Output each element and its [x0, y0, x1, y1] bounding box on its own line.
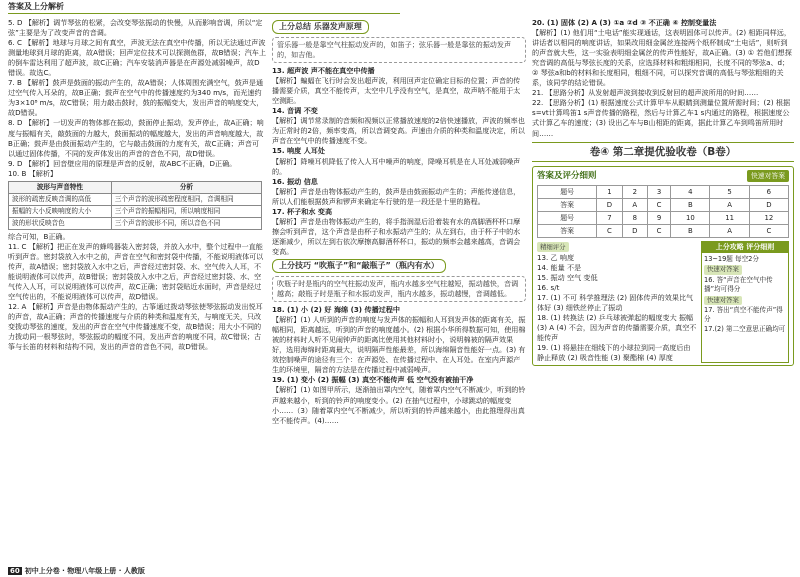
question-17: 17. 杯子和水 变高 — [272, 206, 333, 216]
grid-cell: 题号 — [538, 185, 597, 198]
grid-cell: 答案 — [538, 224, 597, 237]
grid-cell: C — [647, 224, 670, 237]
table-header: 分析 — [111, 181, 261, 193]
grid-cell: 3 — [647, 185, 670, 198]
grid-cell: D — [622, 224, 647, 237]
grid-cell: 10 — [671, 211, 710, 224]
analysis-16: 【解析】声音是由物体振动产生的，鼓声是由鼓面振动产生的；声能传递信息，所以人们能根据鼓声和锣声来确定车行驶的是一段还是十里的路程。 — [272, 186, 521, 206]
grid-cell: A — [622, 198, 647, 211]
grid-cell: 11 — [710, 211, 749, 224]
grid-cell: A — [710, 224, 749, 237]
paper-banner — [532, 142, 794, 162]
scoring-15: 15. 振动 空气 变低 — [537, 272, 598, 282]
analysis-20: 【解析】(1) 他们用“土电话”能实现通话，这表明固体可以传声。(2) 相距同样远，讲话者以相同的响度讲话，如果改用细金属丝连接两个纸杯制成“土电话”，则听到的声音就大些，这一实验表明细金属丝的传声性能好，故A正确。(3) ① 若他们想探究音调的高低与琴弦长度的关系，应选择材料和粗细相同，长度不同的琴弦a、d；② 琴弦a和b的材料和长度相同，粗细不同，可以探究音调的高低与琴弦粗细的关系，该同学的结论错误。 — [532, 28, 792, 88]
table-cell: 波形的疏密反映音调的高低 — [9, 193, 112, 205]
column-middle — [272, 18, 526, 426]
grid-cell: 4 — [671, 185, 710, 198]
rule-1: 13~19题 每空2分 — [704, 255, 759, 264]
grid-cell: 8 — [622, 211, 647, 224]
rule-2: 16. 答“声音在空气中传播”均可得分 — [704, 275, 773, 294]
tip-box: 吹瓶子时是瓶内的空气柱振动发声，瓶内水越多空气柱越短，振动越快，音调越高；敲瓶子时是瓶子和水振动发声，瓶内水越多，振动越慢，音调越低。 — [272, 276, 526, 302]
analysis-17: 【解析】声音是由物体振动产生的，将手指润湿后沿着装有水的高脚酒杯杯口摩擦会听到声音，这个声音是由杯子和水振动产生的；从左到右，由于杯子中的水逐渐减少，所以左到右依次摩擦高脚酒杯杯口，振动的频率会越来越高，音调会变高。 — [272, 216, 521, 256]
table-cell: 三个声音的波形不同，所以音色不同 — [111, 217, 261, 229]
section-label: 上分总结 乐器发声原理 — [272, 20, 369, 34]
question-21: 21. 【思路分析】从发射超声波到接收到反射回的超声波所用的时间…… — [532, 88, 759, 98]
table-row — [9, 193, 262, 205]
question-20: 20. (1) 固体 (2) A (3) ①a ②d ③ 不正确 ④ 控制变量法 — [532, 18, 717, 27]
table-row — [9, 217, 262, 229]
rule-pill: 快速对答案 — [704, 296, 742, 305]
grid-cell: 5 — [710, 185, 749, 198]
rules-title — [702, 242, 788, 253]
rules-title-text: 上分攻略 — [715, 242, 744, 251]
question-14: 14. 音调 不变 — [272, 106, 318, 116]
analysis-19: 【解析】(1) 如图甲所示，逐渐抽出罩内空气，随着罩内空气不断减少，听到的铃声越来越小，听到的铃声的响度变小。(2) 在抽气过程中，小球跳动的幅度变小……（3）随着罩内空气不断减少，所以听到的铃声越来越小，由此推理得出真空不能传声。(4)…… — [272, 385, 526, 425]
analysis-18: 【解析】(1) 人听到的声音的响度与发声体的振幅和人耳到发声体的距离有关，振幅相同，距离越远，听到的声音的响度越小。(2) 根据小华所得数据可知，使用棉被的材料时人听不见闹钟声的距离比使用其他材料时小，说明棉被的隔声效果好，选用海绵时距离最大，说明隔声性能最差，所以海绵隔音性能好一点。(3) 有效控制噪声的途径有三个：在声源处、在传播过程中、在人耳处。在室内声源产生的环境里，隔音的方法是在传播过程中减弱噪声。 — [272, 315, 526, 375]
rule-pill: 快速对答案 — [704, 265, 742, 274]
scoring-18: 18. (1) 转换法 (2) 乒乓球被弹起的幅度变大 振幅 (3) A (4) 不会，因为声音的传播需要介质，真空不能传声 — [537, 312, 697, 343]
table-row — [538, 198, 789, 211]
answer-9: 9. D 【解析】回音壁应用的原理是声音的反射，故ABC不正确，D正确。 — [8, 158, 237, 168]
scoring-answers — [537, 241, 697, 364]
grid-cell: D — [597, 198, 622, 211]
grid-cell: 6 — [749, 185, 788, 198]
scoring-13: 13. 乙 响度 — [537, 252, 575, 262]
grid-cell: C — [647, 198, 670, 211]
scoring-rules — [701, 241, 789, 364]
scoring-tag: 精细评分 — [537, 242, 569, 252]
table-row — [538, 224, 789, 237]
rule-3: 17. 答出“真空不能传声”得分 — [704, 306, 783, 324]
scoring-19: 19. (1) 将悬挂在细线下的小球拉到同一高度后由静止释放 (2) 吸音性能 (3) 聚酯棉 (4) 厚度 — [537, 343, 691, 363]
question-16: 16. 振动 信息 — [272, 176, 318, 186]
question-19: 19. (1) 变小 (2) 振幅 (3) 真空不能传声 低 空气没有被抽干净 — [272, 375, 474, 385]
grid-cell: 1 — [597, 185, 622, 198]
analysis-table — [8, 181, 262, 230]
scoring-17: 17. (1) 不可 科学推理法 (2) 固体传声的效果比气体好 (3) 细铁丝停止了振动 — [537, 292, 694, 312]
table-cell: 波的形状反映音色 — [9, 217, 112, 229]
summary-box: 管乐器一般是靠空气柱振动发声的，如笛子；弦乐器一般是靠弦的振动发声的，如吉他。 — [272, 37, 526, 63]
section-label: 上分技巧 “吹瓶子”和“敲瓶子”（瓶内有水） — [272, 259, 446, 273]
answer-key-box — [532, 166, 794, 367]
quick-check-badge: 快速对答案 — [747, 170, 789, 182]
table-row — [9, 205, 262, 217]
analysis-13: 【解析】蝙蝠在飞行时会发出超声波，利用回声定位确定目标的位置；声音的传播需要介质，真空不能传声，太空中几乎没有空气，是真空，故声呐不能用于太空测距。 — [272, 76, 521, 106]
rules-subtitle: 评分细则 — [746, 242, 775, 251]
scoring-14: 14. 能量 不是 — [537, 262, 582, 272]
grid-cell: 2 — [622, 185, 647, 198]
question-15: 15. 响度 人耳处 — [272, 146, 325, 156]
scoring-section — [537, 241, 789, 364]
grid-cell: 题号 — [538, 211, 597, 224]
answer-key-header — [537, 170, 789, 182]
footer-text: 初中上分卷 · 物理八年级上册 · 人教版 — [24, 567, 145, 575]
column-right — [532, 18, 794, 366]
answer-10-conclusion: 综合可知，B正确。 — [8, 231, 70, 241]
grid-cell: A — [710, 198, 749, 211]
grid-cell: D — [749, 198, 788, 211]
table-row — [538, 185, 789, 198]
answer-12: 12. A 【解析】声音是由物体振动产生的，古筝通过拨动琴弦使琴弦振动发出悦耳的声音，故A正确；声音的传播速度与介质的种类和温度有关，与响度无关，只改变拨动琴弦的速度，发出的声音在空气中传播速度不变，故B错误；用大小不同的力拨动同一根琴弦时，琴弦振动的幅度不同，发出声音的响度不同，故C错误；古筝与长笛的材料和结构不同，发出的声音的音色不同，故D错误。 — [8, 302, 263, 352]
answer-10: 10. B 【解析】 — [8, 168, 58, 178]
page-header: 答案及上分解析 — [8, 2, 64, 11]
question-18: 18. (1) 小 (2) 好 海绵 (3) 传播过程中 — [272, 305, 400, 315]
answer-key-title: 答案及评分细则 — [537, 170, 597, 181]
table-header: 波形与声音特性 — [9, 181, 112, 193]
header-rule — [8, 13, 400, 14]
scoring-16: 16. s/t — [537, 282, 560, 292]
grid-cell: C — [597, 224, 622, 237]
table-cell: 振幅的大小反映响度的大小 — [9, 205, 112, 217]
table-cell: 三个声音的波形疏密程度相同，音调相同 — [111, 193, 261, 205]
answer-8: 8. D 【解析】一切发声的物体都在振动，鼓面停止振动，发声停止，故A正确；响度与振幅有关，敲鼓面的力越大，鼓面振动的幅度越大，发出的声音响度越大，故B正确；鼓声是由鼓面振动产生的，它与敲击鼓面的力度有关，故C正确；声音可以通过固体传播，不同的发声体发出的声音的音色不同，故D错误。 — [8, 118, 264, 158]
grid-cell: 9 — [647, 211, 670, 224]
section-summary-title — [272, 20, 526, 35]
analysis-14: 【解析】调节常录制的音频和视频以正常播放速度的2倍快速播放，声波的频率也为正常时的2倍，频率变高，所以音调变高。声速由介质的种类和温度决定，所以声音在空气中的传播速度不变。 — [272, 116, 525, 146]
page-number: 60 — [10, 567, 20, 575]
answer-grid — [537, 185, 789, 238]
grid-cell: 12 — [749, 211, 788, 224]
answer-7: 7. B 【解析】鼓声是鼓面的振动产生的，故A错误；人体周围充满空气，鼓声是通过空气传入耳朵的，故B正确；鼓声在空气中的传播速度约为340 m/s，而光速约为3×10⁸ m/s，故C错误；用力敲击鼓时，鼓的振幅变大，发出声音的响度变大，故D错误。 — [8, 78, 264, 118]
banner-title: 卷④ 第二章提优验收卷（B卷） — [589, 145, 737, 158]
grid-cell: B — [671, 198, 710, 211]
question-13: 13. 超声波 声不能在真空中传播 — [272, 66, 375, 76]
section-tip-title — [272, 259, 526, 274]
answer-6: 6. C 【解析】地球与月球之间有真空，声波无法在真空中传播，所以无法通过声波测量地球到月球的距离，故A错误；回声定位技术可以探测鱼群，故B错误；汽车上的倒车雷达利用了超声波，故C正确；汽车安装消声器是在声源处减弱噪声，故D错误。故选C。 — [8, 38, 266, 78]
answer-11: 11. C 【解析】把正在发声的蜂鸣器装入密封袋，并放入水中，整个过程中一直能听到声音。密封袋放入水中之前，声音在空气和密封袋中传播，不能说明液体可以传声，故A错误；密封袋放入水中之后，声音经过密封袋、水、空气传入人耳，不能说明液体可以传声，故B错误；密封袋放入水中之后，声音经过密封袋、水、空气传入人耳，可以说明液体可以传声，故C正确；密封袋贴近水面时，声音是经过空气传出的，不能说明液体可以传声，故D错误。 — [8, 241, 264, 302]
table-row — [538, 211, 789, 224]
grid-cell: 答案 — [538, 198, 597, 211]
rule-4: 17.(2) 第二空意思正确均可 — [704, 324, 786, 333]
answer-5: 5. D 【解析】调节琴弦的松紧，会改变琴弦振动的快慢，从而影响音调，所以“定弦”主要是为了改变声音的音调。 — [8, 18, 263, 38]
grid-cell: 7 — [597, 211, 622, 224]
analysis-15: 【解析】降噪耳机降低了传入人耳中噪声的响度，降噪耳机是在人耳处减弱噪声的。 — [272, 156, 521, 176]
page-footer — [8, 566, 145, 576]
top-bar — [0, 0, 800, 14]
column-left — [8, 18, 266, 352]
grid-cell: B — [671, 224, 710, 237]
question-22: 22. 【思路分析】(1) 根据速度公式计算甲车从眼睛到测量位置所需时间；(2) 根据s=vt计算鸣笛1 s声音传播的路程，然后与计算乙车1 s内通过的路程，根据速度公式计算乙车的速度；(3) 设出乙车与B山相距的距离，据此计算乙车到鸣笛所用时间…… — [532, 98, 791, 138]
table-cell: 三个声音的振幅相同，所以响度相同 — [111, 205, 261, 217]
grid-cell: C — [749, 224, 788, 237]
